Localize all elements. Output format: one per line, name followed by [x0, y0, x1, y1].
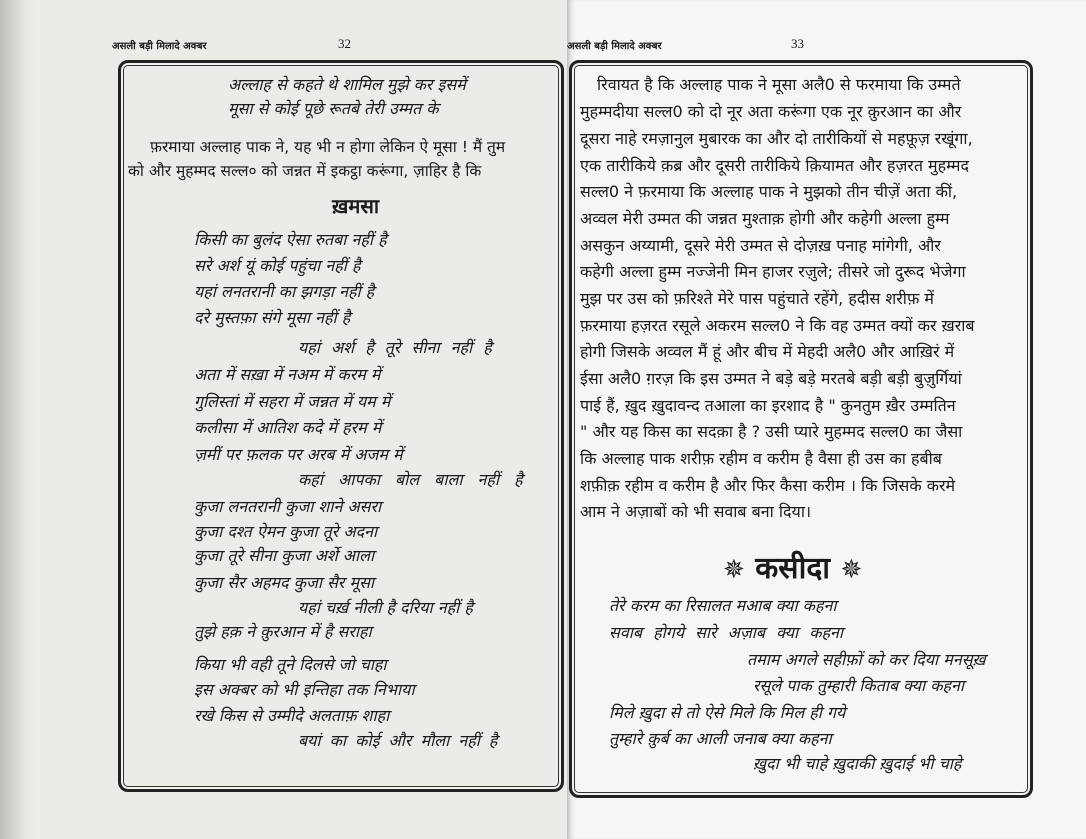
poem-line: अता में सख़ा में नअम में करम में	[194, 365, 381, 384]
prose-line: फ़रमाया हज़रत रसूले अकरम सल्ल0 ने कि वह उम्मत क्यों कर ख़राब	[580, 316, 975, 335]
section-heading-row	[723, 546, 862, 587]
running-title: असली बड़ी मिलादे अक्बर	[567, 41, 662, 52]
poem-line: यहां लनतरानी का झगड़ा नहीं है	[194, 282, 375, 301]
poem-line: किसी का बुलंद ऐसा रुतबा नहीं है	[194, 230, 387, 249]
poem-line: सरे अर्श यूं कोई पहुंचा नहीं है	[194, 256, 361, 275]
poem-line: तुम्हारे क़ुर्ब का आली जनाब क्या कहना	[609, 729, 832, 748]
poem-line: मिले ख़ुदा से तो ऐसे मिले कि मिल ही गये	[609, 703, 846, 722]
poem-line: कलीसा में आतिश कदे में हरम में	[194, 418, 382, 437]
poem-line: कहां आपका बोल बाला नहीं है	[298, 470, 523, 489]
poem-line: दरे मुस्तफ़ा संगे मूसा नहीं है	[194, 308, 351, 327]
poem-line: यहां अर्श है तूरे सीना नहीं है	[298, 338, 492, 357]
left-page	[40, 0, 567, 839]
poem-line: तुझे हक़ ने क़ुरआन में है सराहा	[194, 622, 372, 641]
prose-line: होगी जिसके अव्वल मैं हूं और बीच में मेहदी अलै0 और आख़िरं में	[580, 342, 955, 361]
page-number: 33	[791, 36, 804, 51]
poem-line: ज़मीं पर फ़लक पर अरब में अजम में	[194, 445, 403, 464]
intro-verse-line: अल्लाह से कहते थे शामिल मुझे कर इसमें	[228, 75, 466, 94]
prose-line: फ़रमाया अल्लाह पाक ने, यह भी न होगा लेकिन ऐ मूसा ! मैं तुम	[150, 138, 506, 156]
prose-line: अव्वल मेरी उम्मत की जन्नत मुश्ताक़ होगी और कहेगी अल्ला हुम्म	[580, 209, 950, 228]
poem-line: कुजा तूरे सीना कुजा अर्शे आला	[194, 546, 375, 565]
prose-line: रिवायत है कि अल्लाह पाक ने मूसा अलै0 से फरमाया कि उम्मते	[597, 75, 961, 94]
poem-line: तमाम अगले सहीफ़ों को कर दिया मनसूख़	[747, 650, 986, 669]
prose-line: मुहम्मदीया सल्ल0 को दो नूर अता करूंगा एक नूर क़ुरआन का और	[580, 102, 962, 121]
poem-line: कुजा लनतरानी कुजा शाने असरा	[194, 497, 382, 516]
prose-line: " और यह किस का सदक़ा है ? उसी प्यारे मुहम्मद सल्ल0 का जैसा	[580, 422, 963, 441]
page-number: 32	[338, 36, 351, 51]
running-title: असली बड़ी मिलादे अक्बर	[112, 41, 207, 52]
right-page	[567, 0, 1086, 839]
poem-line: गुलिस्तां में सहरा में जन्नत में यम में	[194, 392, 391, 411]
poem-line: कुजा दश्त ऐमन कुजा तूरे अदना	[194, 522, 378, 541]
flower-ornament-icon: ✵	[840, 555, 863, 585]
poem-line: तेरे करम का रिसालत मआब क्या कहना	[609, 596, 837, 615]
prose-line: पाई हैं, ख़ुद ख़ुदावन्द तआला का इरशाद है " कुनतुम ख़ैर उम्मतिन	[580, 396, 956, 415]
prose-line: शफ़ीक़ रहीम व करीम है और फिर कैसा करीम । कि जिसके करमे	[580, 476, 956, 495]
poem-line: बयां का कोई और मौला नहीं है	[298, 731, 498, 750]
prose-line: कहेगी अल्ला हुम्म नज्जेनी मिन हाजर रज़ुले; तीसरे जो दुरूद भेजेगा	[580, 262, 966, 281]
prose-line: ईसा अलै0 ग़रज़ कि इस उम्मत ने बड़े बड़े मरतबे बड़ी बड़ी बुज़ुर्गियां	[580, 369, 962, 388]
poem-line: रसूले पाक तुम्हारी किताब क्या कहना	[753, 676, 965, 695]
section-heading: कसीदा	[755, 551, 831, 586]
prose-line: एक तारीकिये क़ब्र और दूसरी तारीकिये क़ियामत और हज़रत मुहम्मद	[580, 156, 969, 175]
poem-line: इस अक्बर को भी इन्तिहा तक निभाया	[194, 680, 415, 699]
prose-line: आम ने अज़ाबों को भी सवाब बना दिया।	[580, 502, 812, 521]
prose-line: को और मुहम्मद सल्ल० को जन्नत में इकट्ठा करूंगा, ज़ाहिर है कि	[128, 162, 482, 180]
prose-line: असकुन अय्यामी, दूसरे मेरी उम्मत से दोज़ख़ पनाह मांगेगी, और	[580, 236, 941, 255]
book-edge	[0, 0, 40, 839]
prose-line: कि अल्लाह पाक शरीफ़ रहीम व करीम है वैसा ही उस का हबीब	[580, 449, 942, 468]
poem-line: कुजा सैर अहमद कुजा सैर मूसा	[194, 573, 375, 592]
prose-line: मुझ पर उस को फ़रिश्ते मेरे पास पहुंचाते रहेंगे, हदीस शरीफ़ में	[580, 289, 934, 308]
prose-line: दूसरा नाहे रमज़ानुल मुबारक का और दो तारीकियों से महफ़ूज़ रखूंगा,	[580, 129, 973, 148]
poem-line: किया भी वही तूने दिलसे जो चाहा	[194, 655, 387, 674]
flower-ornament-icon: ✵	[723, 555, 745, 585]
section-heading: ख़मसा	[332, 194, 380, 218]
poem-line: ख़ुदा भी चाहे ख़ुदाकी ख़ुदाई भी चाहे	[753, 754, 962, 773]
poem-line: सवाब होगये सारे अज़ाब क्या कहना	[609, 623, 844, 642]
prose-line: सल्ल0 ने फ़रमाया कि अल्लाह पाक ने मुझको तीन चीज़ें अता कीं,	[580, 182, 958, 201]
intro-verse-line: मूसा से कोई पूछे रूतबे तेरी उम्मत के	[228, 99, 439, 118]
poem-line: रखे किस से उम्मीदे अलताफ़ शाहा	[194, 706, 390, 725]
poem-line: यहां चर्ख़ नीली है दरिया नहीं है	[298, 598, 473, 617]
